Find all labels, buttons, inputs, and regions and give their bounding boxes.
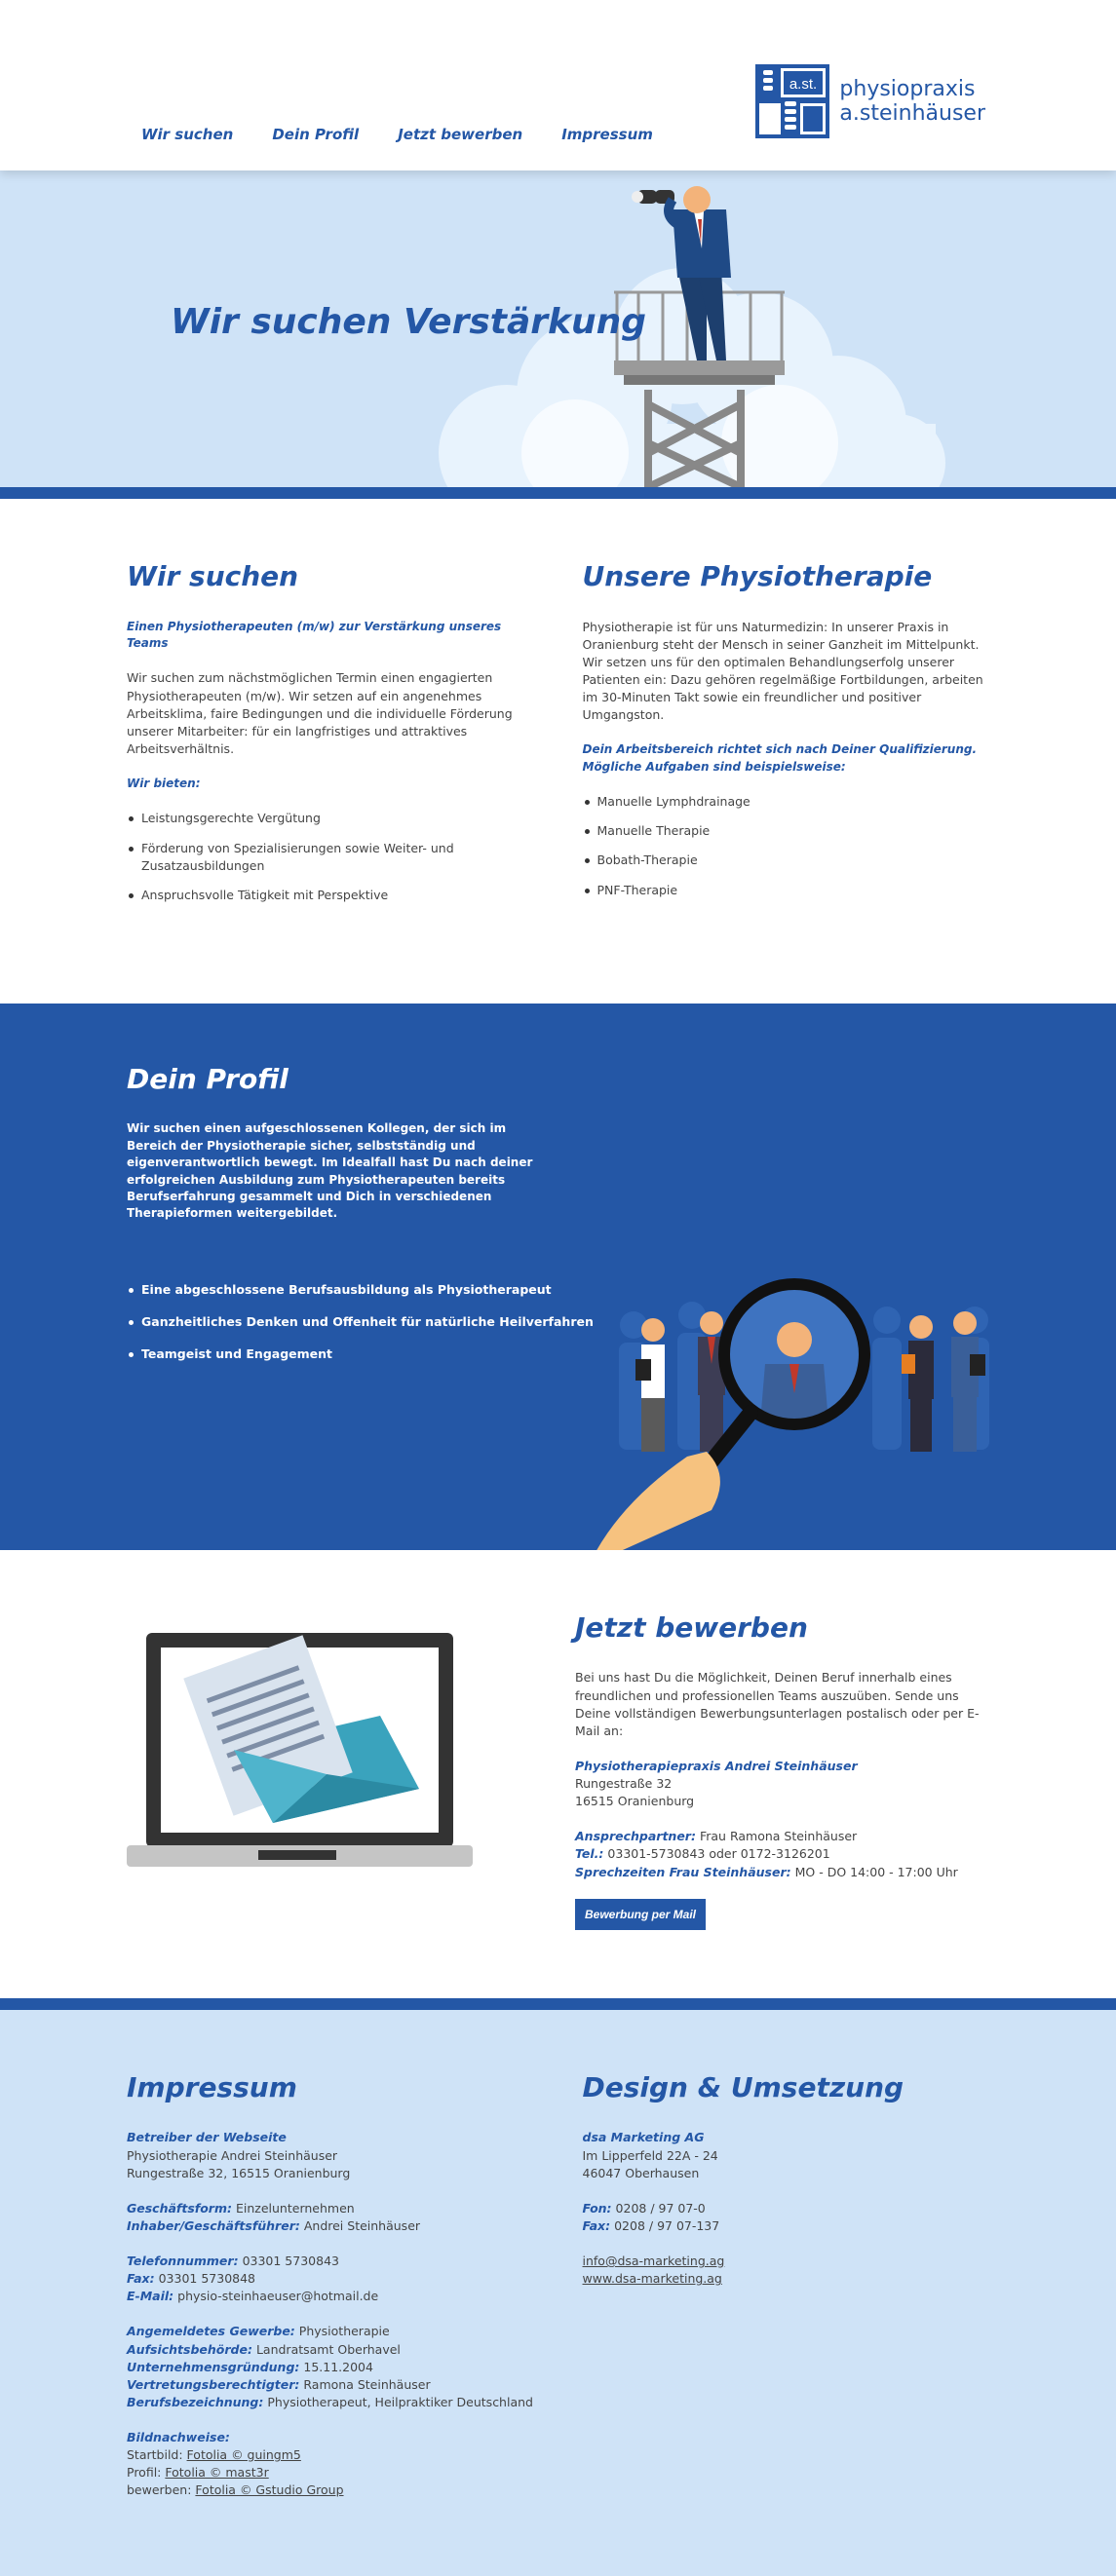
list-item: Eine abgeschlossene Berufsausbildung als Physiotherapeut <box>127 1281 989 1299</box>
intro-section <box>0 499 1116 1004</box>
hero-title: Wir suchen Verstärkung <box>171 302 647 342</box>
nav-wir-suchen[interactable]: Wir suchen <box>141 126 234 143</box>
impressum-title: Impressum <box>127 2070 297 2103</box>
impressum-column: Impressum Betreiber der Webseite Physiotherapie Andrei Steinhäuser Rungestraße 32, 16515 Oranienburg Geschäftsform: Einzelunternehmen Inhaber/Geschäftsführer: Andrei Steinhäuser Telefonnummer: 03301 5730843 Fax: 03301 5730848 E-Mail: physio-steinhaeuser@hotmail.de Angemeldetes Gewerbe: Physiotherapie Aufsichtsbehörde: Landratsamt Oberhavel Unternehmensgründung: 15.11.2004 Vertretungsberechtigter: Ramona Steinhäuser Berufsbezeichnung: Physiotherapeut, Heilpraktiker Deutschland Bildnachweise: Startbild: Fotolia © guingm5 Profil: Fotolia © mast3r bewerben: Fotolia © Gstudio Group <box>127 2068 534 2518</box>
logo-line-1: physiopraxis <box>839 76 976 101</box>
apply-contact: Ansprechpartner: Frau Ramona Steinhäuser Tel.: 03301-5730843 oder 0172-3126201 Sprechzeiten Frau Steinhäuser: MO - DO 14:00 - 17:00 Uhr <box>575 1829 958 1879</box>
divider-band <box>0 487 1116 499</box>
physio-title: Unsere Physiotherapie <box>582 560 933 592</box>
wir-suchen-title: Wir suchen <box>127 560 299 592</box>
hero-banner <box>0 170 1116 487</box>
profile-title: Dein Profil <box>127 1062 289 1095</box>
list-item: Teamgeist und Engagement <box>127 1345 989 1363</box>
nav-dein-profil[interactable]: Dein Profil <box>272 126 360 143</box>
apply-title: Jetzt bewerben <box>575 1610 808 1644</box>
wir-suchen-highlight: Einen Physiotherapeuten (m/w) zur Verstärkung unseres Teams <box>127 619 502 650</box>
list-item: Anspruchsvolle Tätigkeit mit Perspektive <box>127 887 534 904</box>
nav-impressum[interactable]: Impressum <box>561 126 653 143</box>
logo-spine-icon <box>755 64 829 138</box>
physio-text: Physiotherapie ist für uns Naturmedizin: In unserer Praxis in Oranienburg steht der Mensch in seiner Ganzheit im Mittelpunkt. Wir setzen uns für den optimalen Behandlungserfolg unserer Patienten ein: Dazu gehören regelmäßige Fortbildungen, arbeiten im 30-Minuten Takt sowie ein freundlicher und positiver Umgangston. <box>582 619 983 723</box>
list-item: Manuelle Lymphdrainage <box>583 793 990 811</box>
apply-address: Physiotherapiepraxis Andrei Steinhäuser Rungestraße 32 16515 Oranienburg <box>575 1758 858 1809</box>
design-column: Design & Umsetzung dsa Marketing AG Im Lipperfeld 22A - 24 46047 Oberhausen Fon: 0208 / 97 07-0 Fax: 0208 / 97 07-137 info@dsa-marketing.ag www.dsa-marketing.ag <box>583 2068 990 2518</box>
tasks-list <box>583 793 990 899</box>
list-item: Leistungsgerechte Vergütung <box>127 810 534 827</box>
list-item: PNF-Therapie <box>583 882 990 899</box>
apply-section <box>0 1550 1116 1998</box>
svg-text:a.st.: a.st. <box>789 76 818 93</box>
credit-link-profil[interactable]: Fotolia © mast3r <box>165 2465 269 2481</box>
apply-text: Bei uns hast Du die Möglichkeit, Deinen Beruf innerhalb eines freundlichen und professionellen Teams auszuüben. Sende uns Deine vollständigen Bewerbungsunterlagen postalisch oder per E-Mail an: <box>575 1670 980 1738</box>
profile-section <box>0 1004 1116 1550</box>
physio-highlight: Dein Arbeitsbereich richtet sich nach Deiner Qualifizierung. Mögliche Aufgaben sind beispielsweise: <box>582 742 978 774</box>
list-item: Bobath-Therapie <box>583 852 990 869</box>
offers-list <box>127 810 534 904</box>
magnifier-candidates-illustration <box>595 1267 1033 1550</box>
logo-line-2: a.steinhäuser <box>839 101 985 126</box>
credit-link-bewerben[interactable]: Fotolia © Gstudio Group <box>195 2482 344 2498</box>
list-item: Ganzheitliches Denken und Offenheit für natürliche Heilverfahren <box>127 1313 989 1331</box>
list-item: Förderung von Spezialisierungen sowie Weiter- und Zusatzausbildungen <box>127 840 534 875</box>
design-title: Design & Umsetzung <box>582 2070 904 2103</box>
list-item: Manuelle Therapie <box>583 822 990 840</box>
wir-suchen-text: Wir suchen zum nächstmöglichen Termin einen engagierten Physiotherapeuten (m/w). Wir setzen auf ein angenehmes Arbeitsklima, faire Bedingungen und die individuelle Förderung unserer Mitarbeiter: für ein langfristiges und attraktives Arbeitsverhältnis. <box>127 670 513 756</box>
offers-label: Wir bieten: <box>127 777 201 790</box>
laptop-letter-illustration <box>127 1623 478 1867</box>
design-web-link[interactable]: www.dsa-marketing.ag <box>582 2271 722 2287</box>
physio-column <box>583 557 990 916</box>
divider-band <box>0 1998 1116 2010</box>
profile-text: Wir suchen einen aufgeschlossenen Kollegen, der sich im Bereich der Physiotherapie sicher, selbstständig und eigenverantwortlich bewegt. Im Idealfall hast Du nach deiner erfolgreichen Ausbildung zum Physiotherapeuten bereits Berufserfahrung gesammelt und Dich in verschiedenen Therapieformen weitergebildet. <box>127 1121 533 1221</box>
site-header <box>0 0 1116 170</box>
nav-jetzt-bewerben[interactable]: Jetzt bewerben <box>398 126 523 143</box>
wir-suchen-column <box>127 557 534 916</box>
main-nav <box>141 125 653 146</box>
footer-section <box>0 2010 1116 2576</box>
design-email-link[interactable]: info@dsa-marketing.ag <box>582 2254 725 2269</box>
credit-link-startbild[interactable]: Fotolia © guingm5 <box>186 2447 301 2463</box>
apply-by-mail-button[interactable]: Bewerbung per Mail <box>575 1899 706 1930</box>
site-logo[interactable] <box>755 64 985 138</box>
